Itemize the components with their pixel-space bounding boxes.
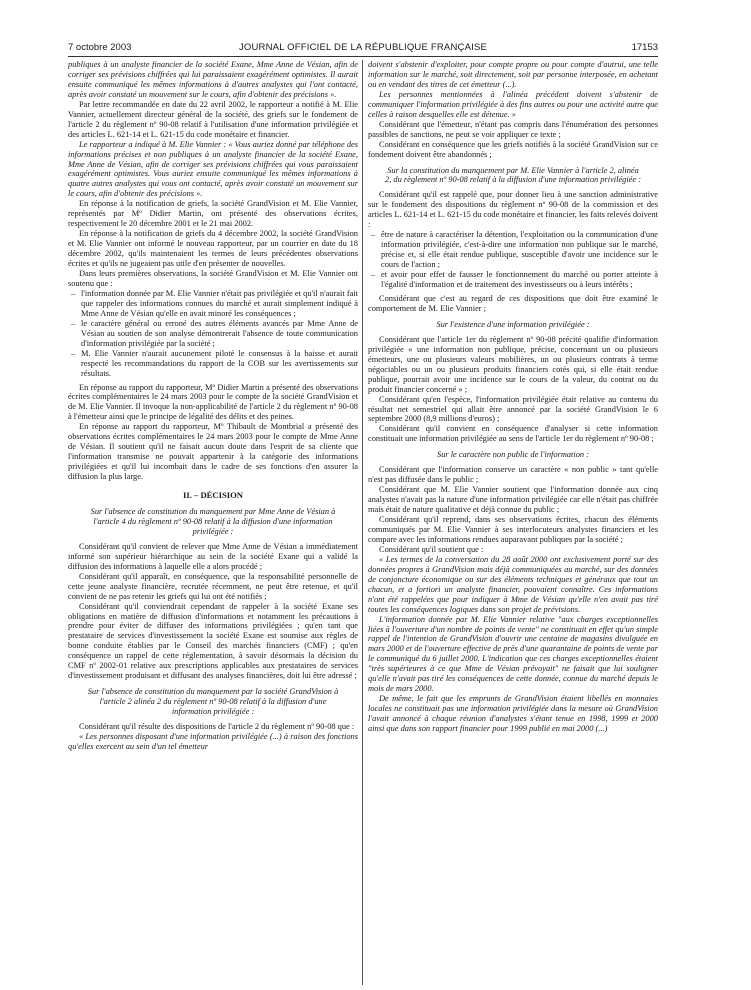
paragraph: En réponse à la notification de griefs, la société GrandVision et M. Elie Vannier, représentés par Mº Didier Martin, ont présenté des observations écrites, respectivement le 20 décembre 2001 et le 21 mai 2002. [68, 199, 358, 229]
paragraph: Dans leurs premières observations, la société GrandVision et M. Elie Vannier ont soutenu que : [68, 269, 358, 288]
header-rule [68, 56, 658, 57]
quote-paragraph: De même, le fait que les emprunts de GrandVision étaient libellés en monnaies locales ne constituait pas une information privilégiée dans la mesure où GrandVision l'avait annoncé à chaque réunion d'analystes s'étant tenue en 1998, 1999 et 2000 ainsi que dans son rapport financier pour 1999 publié en mai 2000 (...) [368, 694, 658, 734]
paragraph: Considérant qu'il convient de relever que Mme Anne de Vésian a immédiatement informé son supérieur hiérarchique au sein de la société Exane qui a validé la diffusion des informations à laquelle elle a alors procédé ; [68, 541, 358, 571]
list [368, 230, 658, 290]
list-item: – être de nature à caractériser la détention, l'exploitation ou la communication d'une information privilégiée, c'est-à-dire une information non publique sur le marché, précise et, si elle était rendue publique, susceptible d'avoir une incidence sur le cours de l'action ; [368, 230, 658, 270]
paragraph: doivent s'abstenir d'exploiter, pour compte propre ou pour compte d'autrui, une telle information sur le marché, soit directement, soit par personne interposée, en achetant ou en vendant des titres de cet émetteur (...). [368, 60, 658, 89]
paragraph: « Les personnes disposant d'une information privilégiée (...) à raison des fonctions qu'elles exercent au sein d'un tel émetteur [68, 732, 358, 751]
subheading: Sur la constitution du manquement par M. Elie Vannier à l'article 2, alinéa 2, du règlement nº 90-08 relatif à la diffusion d'une information privilégiée : [385, 165, 641, 185]
paragraph: Les personnes mentionnées à l'alinéa précédent doivent s'abstenir de communiquer l'information privilégiée à des fins autres ou pour une activité autre que celles à raison desquelles elle est détenue. » [368, 89, 658, 119]
header-page-number: 17153 [631, 42, 658, 53]
list-item: – le caractère général ou erroné des autres éléments avancés par Mme Anne de Vésian au soutien de son analyse démontrerait l'absence de toute communication d'information privilégiée par la société ; [68, 319, 358, 349]
header-date: 7 octobre 2003 [68, 42, 132, 53]
paragraph: Considérant qu'il reprend, dans ses observations écrites, chacun des éléments communiqués par M. Elie Vannier à ses interlocuteurs analystes financiers et les compare avec les informations rendues auparavant publiques par la société ; [368, 515, 658, 544]
paragraph: En réponse au rapport du rapporteur, Mº Thibault de Montbrial a présenté des observations écrites complémentaires le 24 mars 2003 pour le compte de Mme Anne de Vésian. Il soutient qu'il ne faisait aucun doute dans l'esprit de sa cliente que l'information transmise ne pouvait appartenir à la catégorie des informations privilégiées et qu'il lui incombait dans le cadre de ses fonctions d'en assurer la diffusion la plus large. [68, 422, 358, 482]
section-heading: II. – DÉCISION [183, 490, 243, 501]
paragraph: Considérant qu'il soutient que : [379, 544, 484, 554]
paragraph: Considérant qu'il conviendrait cependant de rappeler à la société Exane ses obligations en matière de diffusion d'informations et notamment les précautions à prendre pour éviter de diffuser des informations privilégiées ; qu'en tant que prestataire de services d'investissement la société Exane est soumise aux règles de bonne conduite établies par le Conseil des marchés financiers (CMF) ; qu'en conséquence un rappel de cette réglementation, à savoir désormais la décision du CMF nº 2002-01 relative aux prescriptions applicables aux prestataires de services d'investissement produisant et diffusant des analyses financières, doit lui être adressé ; [68, 601, 358, 681]
header-journal-title: JOURNAL OFFICIEL DE LA RÉPUBLIQUE FRANÇAISE [238, 42, 488, 53]
subheading: Sur l'absence de constitution du manquement par la société GrandVision à l'article 2 alinéa 2 du règlement nº 90-08 relatif à la diffusion d'une information privilégiée : [87, 687, 339, 717]
paragraph: Considérant en conséquence que les griefs notifiés à la société GrandVision sur ce fondement doivent être abandonnés ; [368, 139, 658, 159]
paragraph: Considérant qu'en l'espèce, l'information privilégiée était relative au contenu du résultat net semestriel qui allait être annoncé par la société GrandVision le 6 septembre 2000 (8,9 millions d'euros) ; [368, 394, 658, 424]
list-item: – et avoir pour effet de fausser le fonctionnement du marché ou porter atteinte à l'égalité d'information et de traitement des investisseurs ou à leurs intérêts ; [368, 270, 658, 290]
subheading: Sur le caractère non public de l'information : [437, 450, 589, 460]
paragraph: Considérant qu'il est rappelé que, pour donner lieu à une sanction administrative sur le fondement des dispositions du règlement nº 90-08 de la commission et des articles L. 621-14 et L. 621-15 du code monétaire et financier, les faits relevés doivent : [368, 190, 658, 230]
paragraph: Considérant qu'il apparaît, en conséquence, que la responsabilité personnelle de cette jeune analyste financière, recrutée récemment, ne peut être retenue, et qu'il convient de ne pas retenir les griefs qui lui ont été notifiés ; [68, 571, 358, 601]
subheading: Sur l'absence de constitution du manquement par Mme Anne de Vésian à l'article 4 du règlement nº 90-08 relatif à la diffusion d'une information privilégiée : [90, 506, 336, 536]
column-divider [362, 60, 363, 985]
paragraph: Considérant qu'il convient en conséquence d'analyser si cette information constituait une information privilégiée au sens de l'article 1er du règlement nº 90-08 ; [368, 424, 658, 444]
subheading: Sur l'existence d'une information privilégiée : [436, 319, 590, 329]
paragraph: En réponse à la notification de griefs du 4 décembre 2002, la société GrandVision et M. Elie Vannier ont informé le nouveau rapporteur, par un courrier en date du 18 décembre 2002, qu'ils maintenaient les termes de leurs précédentes observations écrites et qu'ils ne jugeaient pas utile d'en présenter de nouvelles. [68, 229, 358, 269]
quote-paragraph: L'information donnée par M. Elie Vannier relative "aux charges exceptionnelles liées à l'ouverture d'un nombre de points de vente" ne constituait en effet qu'un simple rappel de l'intention de GrandVision d'ouvrir une centaine de magasins divulguée en mars 2000 et de l'ouverture effective de près d'une quarantaine de points de vente par le communiqué du 6 juillet 2000. L'indication que ces charges exceptionnelles étaient "très supérieures à ce que Mme de Vésian prévoyait" ne faisait que lui souligner qu'elle n'avait pas tiré les conséquences de cette donnée, connue du marché depuis le mois de mars 2000. [368, 614, 658, 694]
list [68, 289, 358, 379]
paragraph: Considérant que l'émetteur, n'étant pas compris dans l'énumération des personnes passibles de sanctions, ne peut se voir appliquer ce texte ; [368, 119, 658, 139]
quote-paragraph: « Les termes de la conversation du 28 août 2000 ont exclusivement porté sur des données propres à GrandVision mais déjà communiquées au marché, sur des données de conjoncture économique ou sur des éléments techniques et généraux que tout un chacun, et a fortiori un analyste financier, pouvaient connaître. Ces informations n'ont été rappelées que pour indiquer à Mme de Vésian qu'elle n'en avait pas tiré toutes les conséquences logiques dans son projet de prévisions. [368, 554, 658, 614]
left-column [68, 60, 358, 985]
paragraph: Considérant que c'est au regard de ces dispositions que doit être examiné le comportement de M. Elie Vannier ; [368, 293, 658, 313]
paragraph: Considérant que l'information conserve un caractère « non public » tant qu'elle n'est pas diffusée dans le public ; [368, 465, 658, 485]
paragraph: Considérant que l'article 1er du règlement nº 90-08 précité qualifie d'information privilégiée « une information non publique, précise, concernant un ou plusieurs émetteurs, une ou plusieurs valeurs mobilières, un ou plusieurs contrats à terme négociables ou un ou plusieurs produits financiers cotés qui, si elle était rendue publique, pourrait avoir une incidence sur le cours de la valeur, du contrat ou du produit financier concerné » ; [368, 334, 658, 394]
paragraph: Considérant qu'il résulte des dispositions de l'article 2 du règlement nº 90-08 que : [79, 722, 355, 732]
paragraph: En réponse au rapport du rapporteur, Mº Didier Martin a présenté des observations écrites complémentaires le 24 mars 2003 pour le compte de la société GrandVision et de M. Elie Vannier. Il invoque la non-applicabilité de l'article 2 du règlement nº 90-08 à l'émetteur ainsi que le principe de légalité des délits et des peines. [68, 382, 358, 422]
right-column [368, 60, 658, 985]
paragraph: Par lettre recommandée en date du 22 avril 2002, le rapporteur a notifié à M. Elie Vannier, actuellement directeur général de la société, des griefs sur le fondement de l'article 2 du règlement nº 90-08 relatif à l'utilisation d'une information privilégiée et des articles L. 621-14 et L. 621-15 du code monétaire et financier. [68, 99, 358, 139]
paragraph: publiques à un analyste financier de la société Exane, Mme Anne de Vésian, afin de corriger ses prévisions chiffrées qui lui paraissaient exagérément optimistes. Il aurait ensuite communiqué les mêmes informations à d'autres analystes qui l'ont contacté, après avoir constaté un mouvement sur le cours, afin d'obtenir des précisions ». [68, 60, 358, 99]
paragraph: Considérant que M. Elie Vannier soutient que l'information donnée aux cinq analystes n'avait pas la nature d'une information privilégiée car elle n'était pas chiffrée mais était de nature qualitative et déjà connue du public ; [368, 485, 658, 515]
paragraph: Le rapporteur a indiqué à M. Elie Vannier : « Vous auriez donné par téléphone des informations précises et non publiques à un analyste financier de la société Exane, Mme Anne de Vésian, afin de corriger ses prévisions chiffrées qui vous paraissaient exagérément optimistes. Vous auriez ensuite communiqué les mêmes informations à quatre autres analystes qui vous ont contacté, après avoir constaté un mouvement sur le cours, afin d'obtenir des précisions ». [68, 139, 358, 199]
list-item: – l'information donnée par M. Elie Vannier n'était pas privilégiée et qu'il n'aurait fait que rappeler des informations connues du marché et aurait simplement indiqué à Mme Anne de Vésian qu'elle en avait minoré les conséquences ; [68, 289, 358, 319]
list-item: – M. Elie Vannier n'aurait aucunement piloté le consensus à la baisse et aurait respecté les recommandations du rapport de la COB sur les avertissements sur résultats. [68, 349, 358, 379]
